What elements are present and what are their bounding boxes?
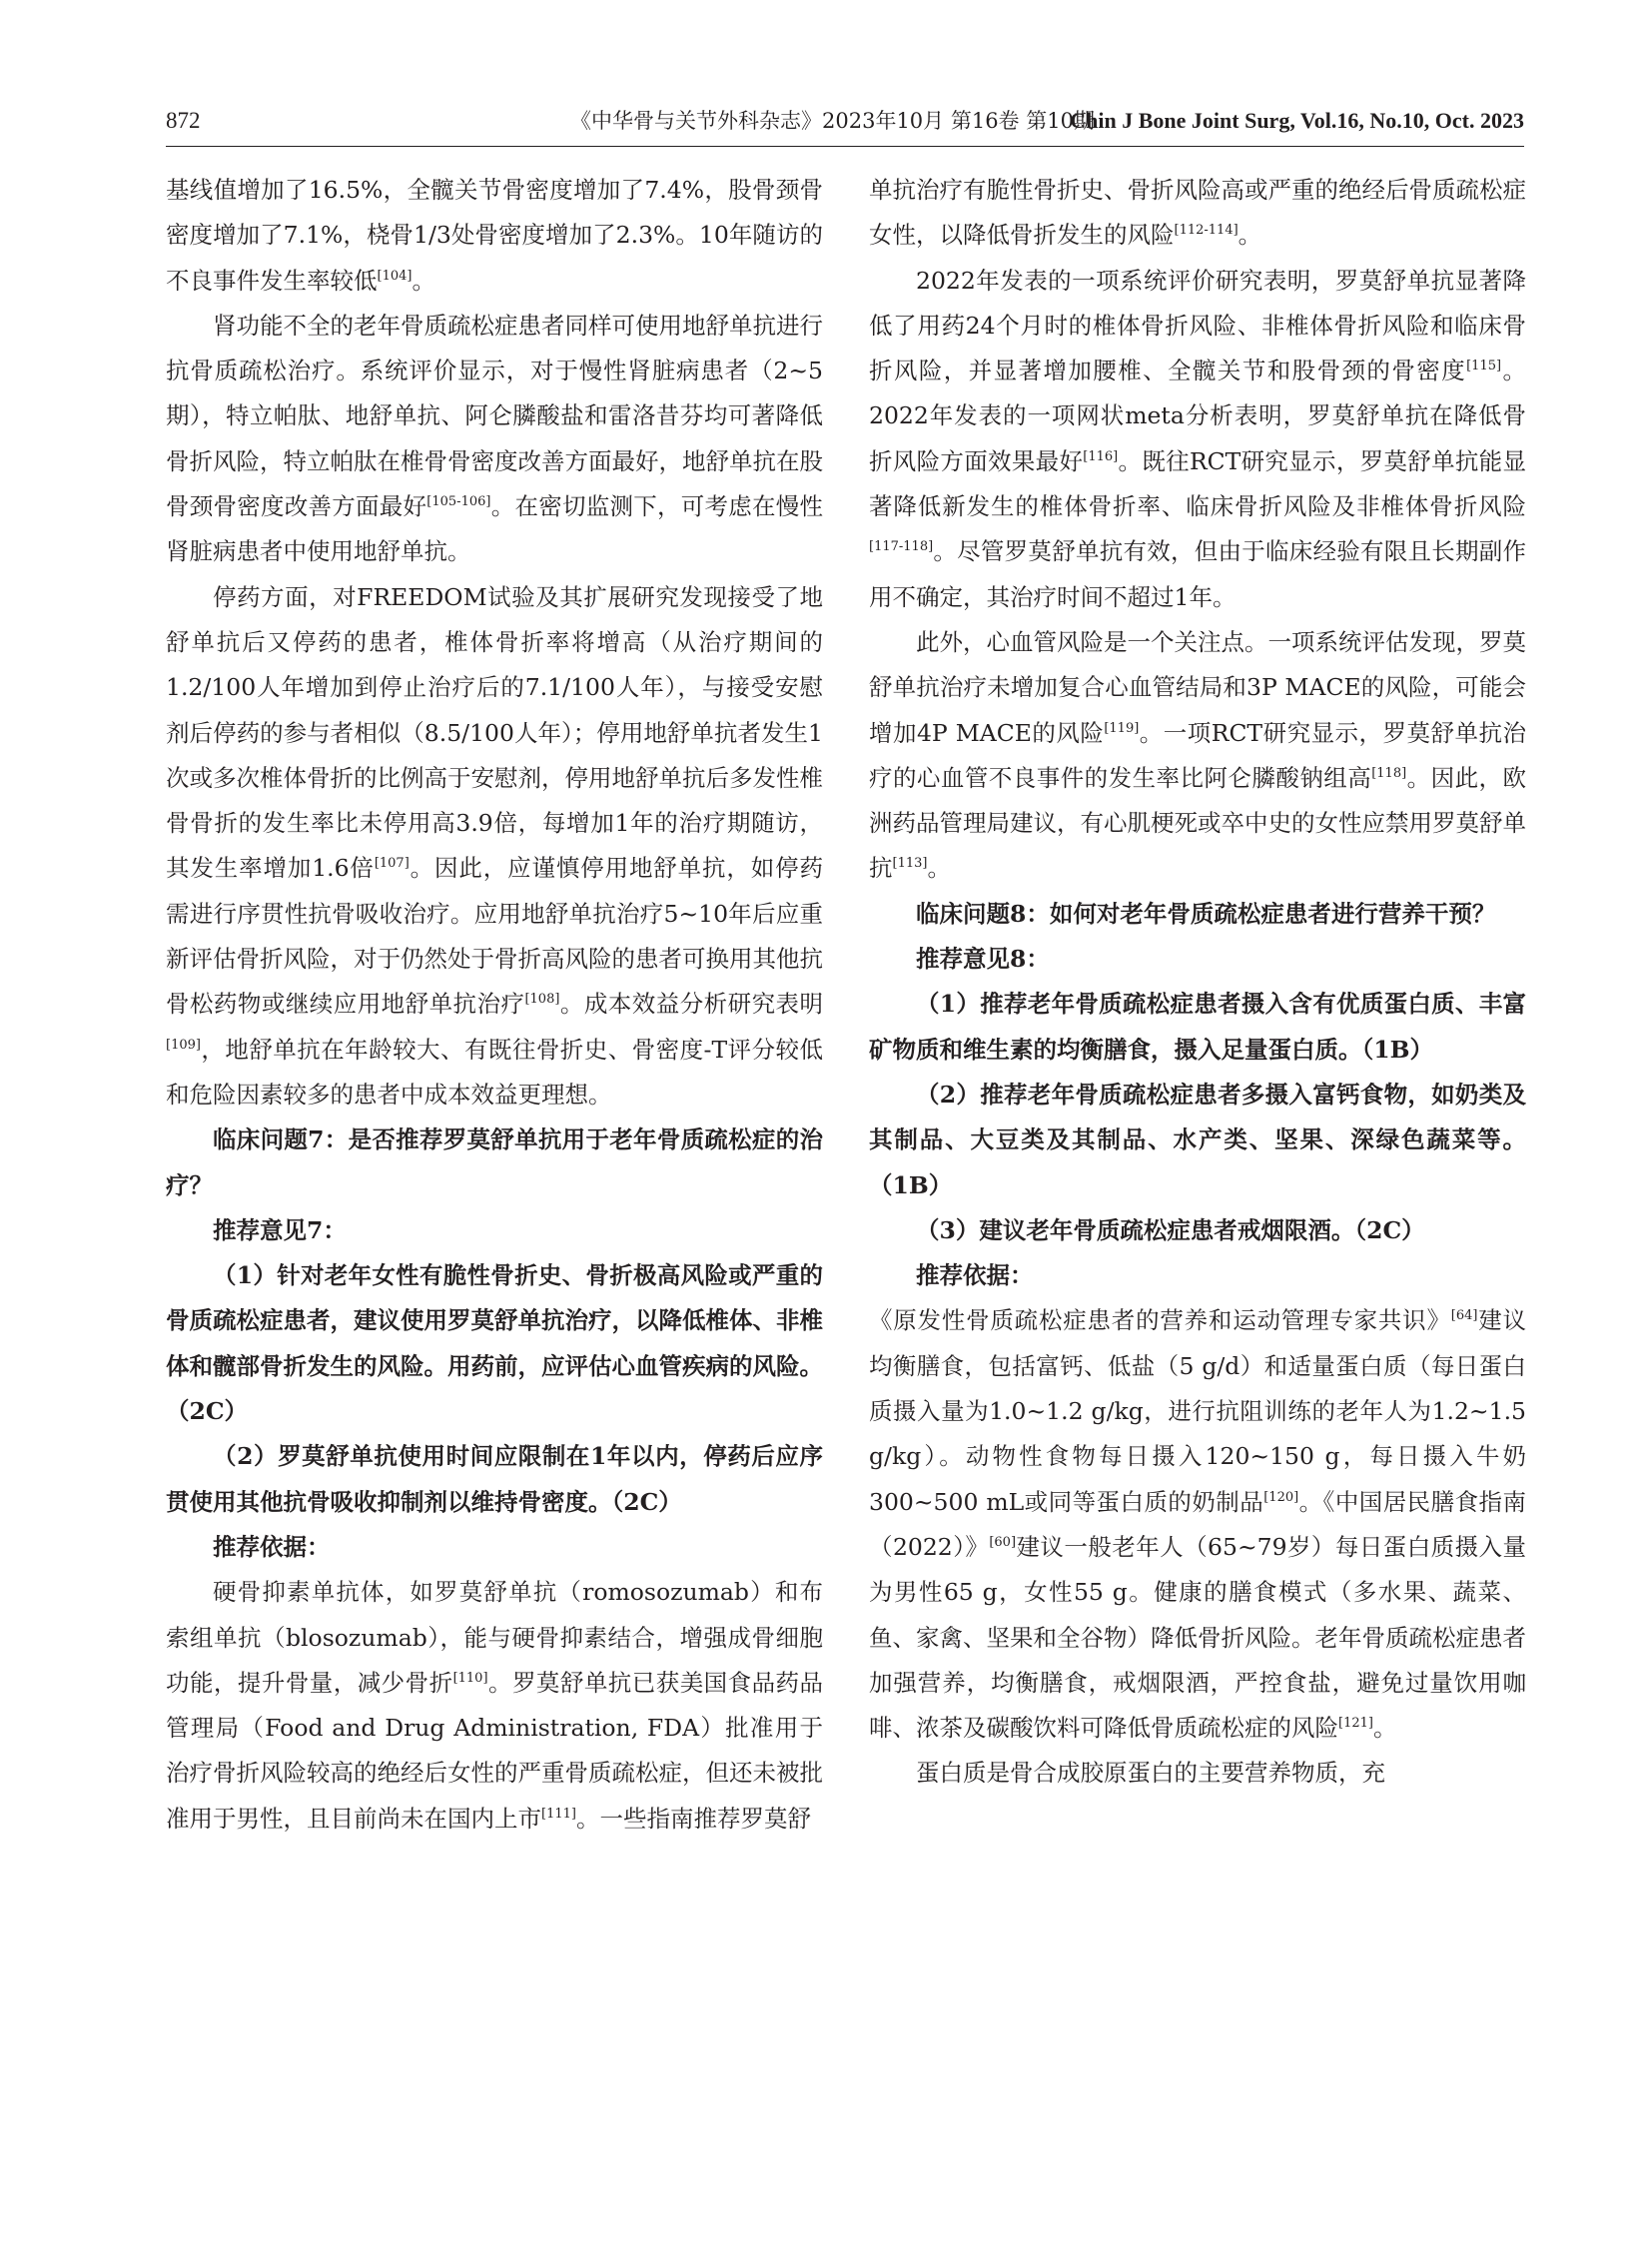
citation-ref: [120] bbox=[1263, 1489, 1299, 1505]
text-run: 推荐意见8： bbox=[916, 945, 1050, 974]
text-run: 推荐依据： bbox=[916, 1261, 1034, 1290]
text-run: 。 bbox=[927, 854, 951, 883]
paragraph bbox=[166, 575, 823, 1119]
citation-ref: [105-106] bbox=[426, 494, 491, 510]
paragraph bbox=[869, 259, 1526, 620]
citation-ref: [117-118] bbox=[869, 539, 934, 555]
text-run: 推荐依据： bbox=[213, 1532, 331, 1561]
paragraph bbox=[166, 1570, 823, 1842]
text-run: 。罗莫舒单抗已获美国食品药品管理局（Food and Drug Administration, FDA）批准用于治疗骨折风险较高的绝经后女性的严重骨质疏松症，但还未被批准用于男性，且目前尚未在国内上市 bbox=[166, 1668, 824, 1833]
text-run: （1）推荐老年骨质疏松症患者摄入含有优质蛋白质、丰富矿物质和维生素的均衡膳食，摄入足量蛋白质。（1B） bbox=[869, 990, 1526, 1064]
paragraph-continued bbox=[166, 168, 823, 304]
citation-ref: [115] bbox=[1466, 359, 1502, 374]
bold-paragraph bbox=[869, 1253, 1526, 1298]
paragraph-continued bbox=[869, 1298, 1526, 1751]
citation-ref: [104] bbox=[377, 268, 413, 284]
bold-paragraph bbox=[869, 937, 1526, 982]
citation-ref: [121] bbox=[1338, 1716, 1373, 1732]
text-run: 蛋白质是骨合成胶原蛋白的主要营养物质，充 bbox=[916, 1759, 1385, 1788]
text-run: 。《中国居民膳食指南（2022）》 bbox=[869, 1487, 1527, 1561]
text-run: 临床问题8：如何对老年骨质疏松症患者进行营养干预？ bbox=[916, 899, 1496, 928]
text-run: 。尽管罗莫舒单抗有效，但由于临床经验有限且长期副作用不确定，其治疗时间不超过1年。 bbox=[869, 537, 1526, 611]
text-run: （3）建议老年骨质疏松症患者戒烟限酒。（2C） bbox=[916, 1215, 1425, 1244]
text-run: 基线值增加了16.5%，全髋关节骨密度增加了7.4%，股骨颈骨密度增加了7.1%，桡骨1/3处骨密度增加了2.3%。10年随访的不良事件发生率较低 bbox=[166, 176, 823, 295]
citation-ref: [109] bbox=[166, 1037, 201, 1053]
right-column bbox=[869, 168, 1526, 1797]
journal-title-cn: 《中华骨与关节外科杂志》2023年10月 第16卷 第10期 bbox=[570, 109, 1095, 133]
text-run: 2022年发表的一项系统评价研究表明，罗莫舒单抗显著降低了用药24个月时的椎体骨折风险、非椎体骨折风险和临床骨折风险，并显著增加腰椎、全髋关节和股骨颈的骨密度 bbox=[869, 266, 1526, 385]
text-run: （2）推荐老年骨质疏松症患者多摄入富钙食物，如奶类及其制品、大豆类及其制品、水产类、坚果、深绿色蔬菜等。（1B） bbox=[869, 1080, 1526, 1199]
text-run: 。在密切监测下，可考虑在慢性肾脏病患者中使用地舒单抗。 bbox=[166, 492, 824, 566]
text-run: ，地舒单抗在年龄较大、有既往骨折史、骨密度-T评分较低和危险因素较多的患者中成本效益更理想。 bbox=[166, 1035, 823, 1109]
text-run: 。一些指南推荐罗莫舒 bbox=[575, 1804, 811, 1833]
text-run: 肾功能不全的老年骨质疏松症患者同样可使用地舒单抗进行抗骨质疏松治疗。系统评价显示，对于慢性肾脏病患者（2~5期），特立帕肽、地舒单抗、阿仑膦酸盐和雷洛昔芬均可著降低骨折风险，特立帕肽在椎骨骨密度改善方面最好，地舒单抗在股骨颈骨密度改善方面最好 bbox=[166, 311, 823, 521]
citation-ref: [107] bbox=[374, 856, 410, 872]
text-run: 硬骨抑素单抗体，如罗莫舒单抗（romosozumab）和布索组单抗（blosozumab），能与硬骨抑素结合，增强成骨细胞功能，提升骨量，减少骨折 bbox=[166, 1578, 823, 1697]
text-run: 。 bbox=[412, 266, 435, 295]
citation-ref: [112-114] bbox=[1174, 223, 1239, 239]
text-run: 推荐意见7： bbox=[213, 1215, 347, 1244]
bold-paragraph bbox=[166, 1253, 823, 1434]
citation-ref: [60] bbox=[989, 1534, 1017, 1550]
paragraph bbox=[869, 620, 1526, 892]
bold-paragraph bbox=[869, 1208, 1526, 1253]
text-run: （1）针对老年女性有脆性骨折史、骨折极高风险或严重的骨质疏松症患者，建议使用罗莫舒单抗治疗，以降低椎体、非椎体和髋部骨折发生的风险。用药前，应评估心血管疾病的风险。（2C） bbox=[166, 1261, 823, 1426]
text-run: 。 bbox=[1372, 1714, 1397, 1743]
citation-ref: [111] bbox=[541, 1806, 576, 1822]
citation-ref: [113] bbox=[892, 856, 928, 872]
bold-paragraph bbox=[166, 1434, 823, 1525]
bold-paragraph bbox=[166, 1208, 823, 1253]
text-run: 。成本效益分析研究表明 bbox=[559, 990, 824, 1019]
citation-ref: [118] bbox=[1371, 765, 1407, 781]
journal-title-en: Chin J Bone Joint Surg, Vol.16, No.10, Oct. 2023 bbox=[1070, 108, 1524, 133]
paragraph-continued bbox=[869, 168, 1526, 259]
page-number: 872 bbox=[166, 108, 201, 133]
text-run: 建议均衡膳食，包括富钙、低盐（5 g/d）和适量蛋白质（每日蛋白质摄入量为1.0~1.2 g/kg，进行抗阻训练的老年人为1.2~1.5 g/kg）。动物性食物每日摄入120~150 g，每日摄入牛奶300~500 mL或同等蛋白质的奶制品 bbox=[869, 1306, 1526, 1516]
text-run: 建议一般老年人（65~79岁）每日蛋白质摄入量为男性65 g，女性55 g。健康的膳食模式（多水果、蔬菜、鱼、家禽、坚果和全谷物）降低骨折风险。老年骨质疏松症患者加强营养，均衡膳食，戒烟限酒，严控食盐，避免过量饮用咖啡、浓茶及碳酸饮料可降低骨质疏松症的风险 bbox=[869, 1532, 1526, 1743]
bold-paragraph bbox=[166, 1525, 823, 1570]
text-run: 停药方面，对FREEDOM试验及其扩展研究发现接受了地舒单抗后又停药的患者，椎体骨折率将增高（从治疗期间的1.2/100人年增加到停止治疗后的7.1/100人年），与接受安慰剂后停药的参与者相似（8.5/100人年）；停用地舒单抗者发生1次或多次椎体骨折的比例高于安慰剂，停用地舒单抗后多发性椎骨骨折的发生率比未停用高3.9倍，每增加1年的治疗期随访，其发生率增加1.6倍 bbox=[166, 582, 823, 883]
citation-ref: [119] bbox=[1104, 720, 1140, 736]
text-run: 《原发性骨质疏松症患者的营养和运动管理专家共识》 bbox=[869, 1306, 1451, 1335]
text-run: （2）罗莫舒单抗使用时间应限制在1年以内，停药后应序贯使用其他抗骨吸收抑制剂以维持骨密度。（2C） bbox=[166, 1442, 823, 1516]
running-header bbox=[166, 104, 1524, 138]
bold-paragraph bbox=[166, 1118, 823, 1208]
text-run: 临床问题7：是否推荐罗莫舒单抗用于老年骨质疏松症的治疗？ bbox=[166, 1125, 823, 1199]
text-run: 。2022年发表的一项网状meta分析表明，罗莫舒单抗在降低骨折风险方面效果最好 bbox=[869, 357, 1526, 475]
text-run: 。既往RCT研究显示，罗莫舒单抗能显著降低新发生的椎体骨折率、临床骨折风险及非椎体骨折风险 bbox=[869, 446, 1526, 521]
header-rule bbox=[166, 146, 1524, 147]
bold-paragraph bbox=[869, 892, 1526, 937]
text-run: 此外，心血管风险是一个关注点。一项系统评估发现，罗莫舒单抗治疗未增加复合心血管结局和3P MACE的风险，可能会增加4P MACE的风险 bbox=[869, 627, 1526, 747]
citation-ref: [108] bbox=[524, 992, 560, 1008]
paragraph bbox=[166, 304, 823, 575]
bold-paragraph bbox=[869, 982, 1526, 1073]
text-run: 单抗治疗有脆性骨折史、骨折风险高或严重的绝经后骨质疏松症女性，以降低骨折发生的风险 bbox=[869, 176, 1526, 250]
paragraph bbox=[869, 1751, 1526, 1796]
bold-paragraph bbox=[869, 1073, 1526, 1208]
citation-ref: [64] bbox=[1450, 1308, 1478, 1324]
text-run: 。因此，欧洲药品管理局建议，有心肌梗死或卒中史的女性应禁用罗莫舒单抗 bbox=[869, 763, 1527, 883]
citation-ref: [110] bbox=[452, 1670, 488, 1686]
text-run: 。 bbox=[1238, 221, 1262, 250]
citation-ref: [116] bbox=[1083, 448, 1119, 464]
left-column bbox=[166, 168, 823, 1842]
text-run: 。一项RCT研究显示，罗莫舒单抗治疗的心血管不良事件的发生率比阿仑膦酸钠组高 bbox=[869, 718, 1526, 792]
text-run: 。因此，应谨慎停用地舒单抗，如停药需进行序贯性抗骨吸收治疗。应用地舒单抗治疗5~10年后应重新评估骨折风险，对于仍然处于骨折高风险的患者可换用其他抗骨松药物或继续应用地舒单抗治疗 bbox=[166, 854, 824, 1019]
